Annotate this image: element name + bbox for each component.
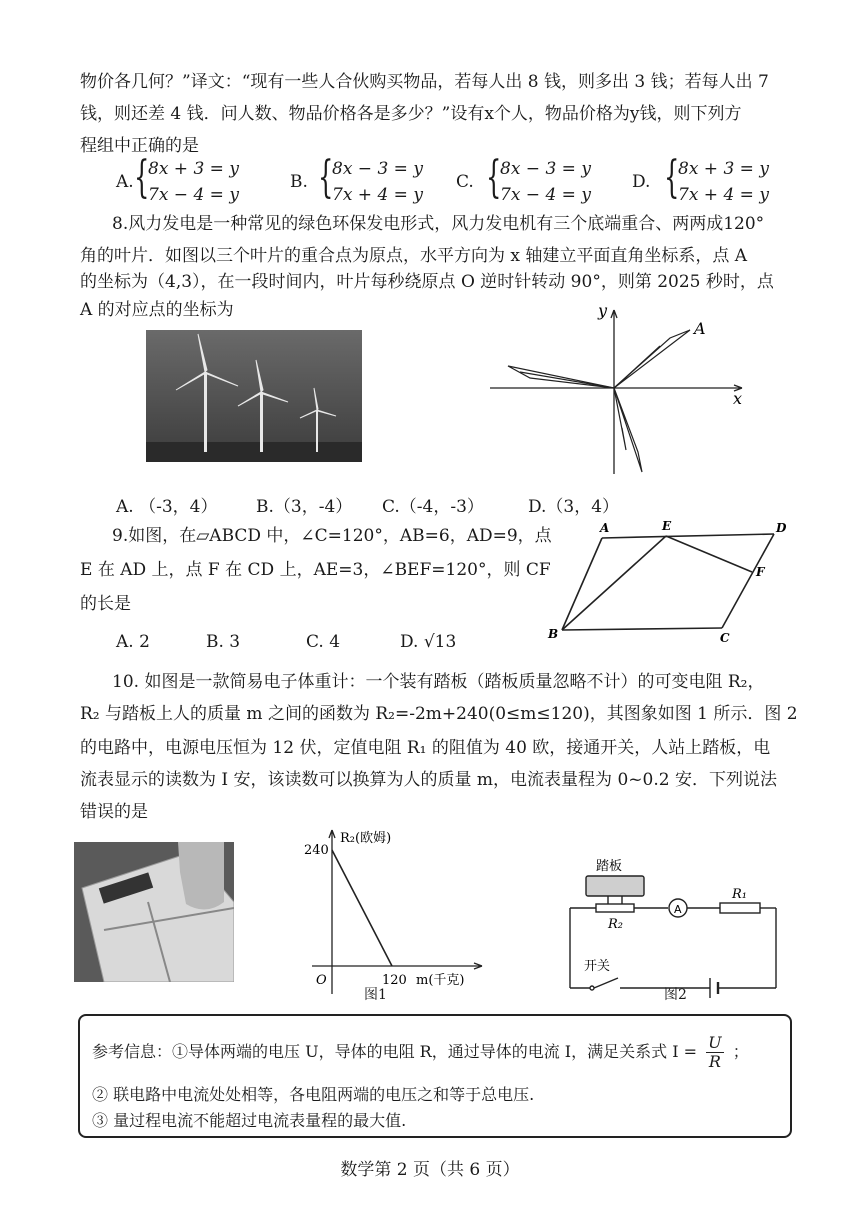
reference-line-2: ② 联电路中电流处处相等，各电阻两端的电压之和等于总电压. xyxy=(92,1085,535,1104)
q8-line-4: A 的对应点的坐标为 xyxy=(80,300,234,320)
q10-fig1-y-tick: 240 xyxy=(304,843,329,858)
q7-option-c-system: { 8x − 3 = y 7x − 4 = y xyxy=(500,156,591,208)
q9-vertex-b: B xyxy=(548,627,559,641)
q7-option-b-label: B. xyxy=(290,172,308,192)
q7-option-a-eq1: 8x + 3 = y xyxy=(148,159,239,179)
q8-y-axis-label: y xyxy=(598,302,608,320)
reference-line-1-text: 参考信息：①导体两端的电压 U，导体的电阻 R，通过导体的电流 I，满足关系式 I = xyxy=(92,1042,698,1061)
q7-option-d-system: { 8x + 3 = y 7x + 4 = y xyxy=(678,156,769,208)
reference-info-box xyxy=(78,1014,792,1138)
q7-option-d-eq1: 8x + 3 = y xyxy=(678,159,769,179)
q10-fig1-x-tick: 120 xyxy=(382,973,407,988)
q7-option-d-eq2: 7x + 4 = y xyxy=(678,185,769,205)
q9-option-c: C. 4 xyxy=(306,632,341,652)
q7-line-1: 物价各几何？”译文：“现有一些人合伙购买物品，若每人出 8 钱，则多出 3 钱；若每人出 7 xyxy=(80,72,769,92)
q10-fig1-origin: O xyxy=(316,973,327,988)
q10-fig2-r1: R₁ xyxy=(732,887,747,902)
q7-option-a-system: { 8x + 3 = y 7x − 4 = y xyxy=(148,156,239,208)
q8-option-a: A. （-3，4） xyxy=(116,497,218,517)
q10-fig2-ammeter: A xyxy=(674,903,682,916)
ohm-law-fraction xyxy=(706,1034,723,1071)
reference-line-1 xyxy=(92,1034,749,1071)
q7-line-3: 程组中正确的是 xyxy=(80,136,199,156)
q9-vertex-c: C xyxy=(720,631,730,645)
q7-option-c-eq1: 8x − 3 = y xyxy=(500,159,591,179)
q8-line-3: 的坐标为（4,3），在一段时间内，叶片每秒绕原点 O 逆时针转动 90°，则第 2025 秒时，点 xyxy=(80,272,774,292)
q8-point-a-label: A xyxy=(694,319,706,338)
page-footer: 数学第 2 页（共 6 页） xyxy=(340,1160,520,1180)
q8-option-b: B.（3，-4） xyxy=(256,497,353,517)
q7-option-b-eq2: 7x + 4 = y xyxy=(332,185,423,205)
q10-line-1: 10. 如图是一款简易电子体重计：一个装有踏板（踏板质量忽略不计）的可变电阻 R₂， xyxy=(112,672,765,692)
q7-option-b-system: { 8x − 3 = y 7x + 4 = y xyxy=(332,156,423,208)
q7-option-a-eq2: 7x − 4 = y xyxy=(148,185,239,205)
ohm-law-numerator: U xyxy=(708,1033,722,1052)
q7-option-b-eq1: 8x − 3 = y xyxy=(332,159,423,179)
q7-option-d-label: D. xyxy=(632,172,651,192)
q9-vertex-a: A xyxy=(600,521,610,535)
q10-line-5: 错误的是 xyxy=(80,802,148,822)
q7-option-c-eq2: 7x − 4 = y xyxy=(500,185,591,205)
q9-line-3: 的长是 xyxy=(80,594,131,614)
q8-option-d: D.（3，4） xyxy=(528,497,620,517)
q9-vertex-f: F xyxy=(756,565,765,579)
q7-line-2: 钱，则还差 4 钱．问人数、物品价格各是多少？”设有x个人，物品价格为y钱，则下列方 xyxy=(80,104,742,124)
q10-fig2-pedal: 踏板 xyxy=(596,859,623,874)
q8-option-c: C.（-4，-3） xyxy=(382,497,484,517)
q10-fig2-switch: 开关 xyxy=(584,959,611,974)
body-scale-photo xyxy=(74,842,234,982)
q10-fig1-x-label: m(千克) xyxy=(416,973,465,988)
ohm-law-denominator: R xyxy=(708,1052,721,1071)
q8-coordinate-figure xyxy=(480,302,760,482)
q8-line-2: 角的叶片．如图以三个叶片的重合点为原点，水平方向为 x 轴建立平面直角坐标系，点 A xyxy=(80,246,748,266)
q9-option-a: A. 2 xyxy=(116,632,150,652)
q9-option-d: D. √13 xyxy=(400,632,457,652)
q10-fig2-caption: 图2 xyxy=(664,987,687,1003)
q7-option-c-label: C. xyxy=(456,172,474,192)
q10-line-3: 的电路中，电源电压恒为 12 伏，定值电阻 R₁ 的阻值为 40 欧，接通开关，人站上踏板，电 xyxy=(80,738,771,758)
reference-line-3: ③ 量过程电流不能超过电流表量程的最大值. xyxy=(92,1111,407,1130)
q9-option-b: B. 3 xyxy=(206,632,241,652)
q7-option-a-label: A. xyxy=(116,172,134,192)
q10-fig1-caption: 图1 xyxy=(364,987,387,1003)
wind-turbine-image xyxy=(146,330,362,462)
q10-line-4: 流表显示的读数为 I 安，该读数可以换算为人的质量 m，电流表量程为 0~0.2 安．下列说法 xyxy=(80,770,777,790)
reference-line-1-end: ； xyxy=(732,1042,749,1061)
q10-line-2: R₂ 与踏板上人的质量 m 之间的函数为 R₂=-2m+240(0≤m≤120)，其图象如图 1 所示．图 2 xyxy=(80,704,798,724)
q9-vertex-d: D xyxy=(776,521,787,535)
q10-fig1-y-label: R₂(欧姆) xyxy=(340,831,392,846)
q10-fig2-circuit xyxy=(560,854,790,1004)
q10-fig1-graph xyxy=(292,824,492,1004)
q9-line-2: E 在 AD 上，点 F 在 CD 上，AE=3，∠BEF=120°，则 CF xyxy=(80,560,551,580)
wind-turbine-photo xyxy=(146,330,362,462)
q9-line-1: 9.如图，在▱ABCD 中，∠C=120°，AB=6，AD=9，点 xyxy=(112,526,552,546)
q10-fig2-r2: R₂ xyxy=(608,917,623,932)
body-scale-image xyxy=(74,842,234,982)
q8-x-axis-label: x xyxy=(733,389,743,408)
q9-parallelogram-figure xyxy=(540,520,800,646)
q9-vertex-e: E xyxy=(662,520,672,533)
q8-line-1: 8.风力发电是一种常见的绿色环保发电形式，风力发电机有三个底端重合、两两成120° xyxy=(112,214,765,234)
